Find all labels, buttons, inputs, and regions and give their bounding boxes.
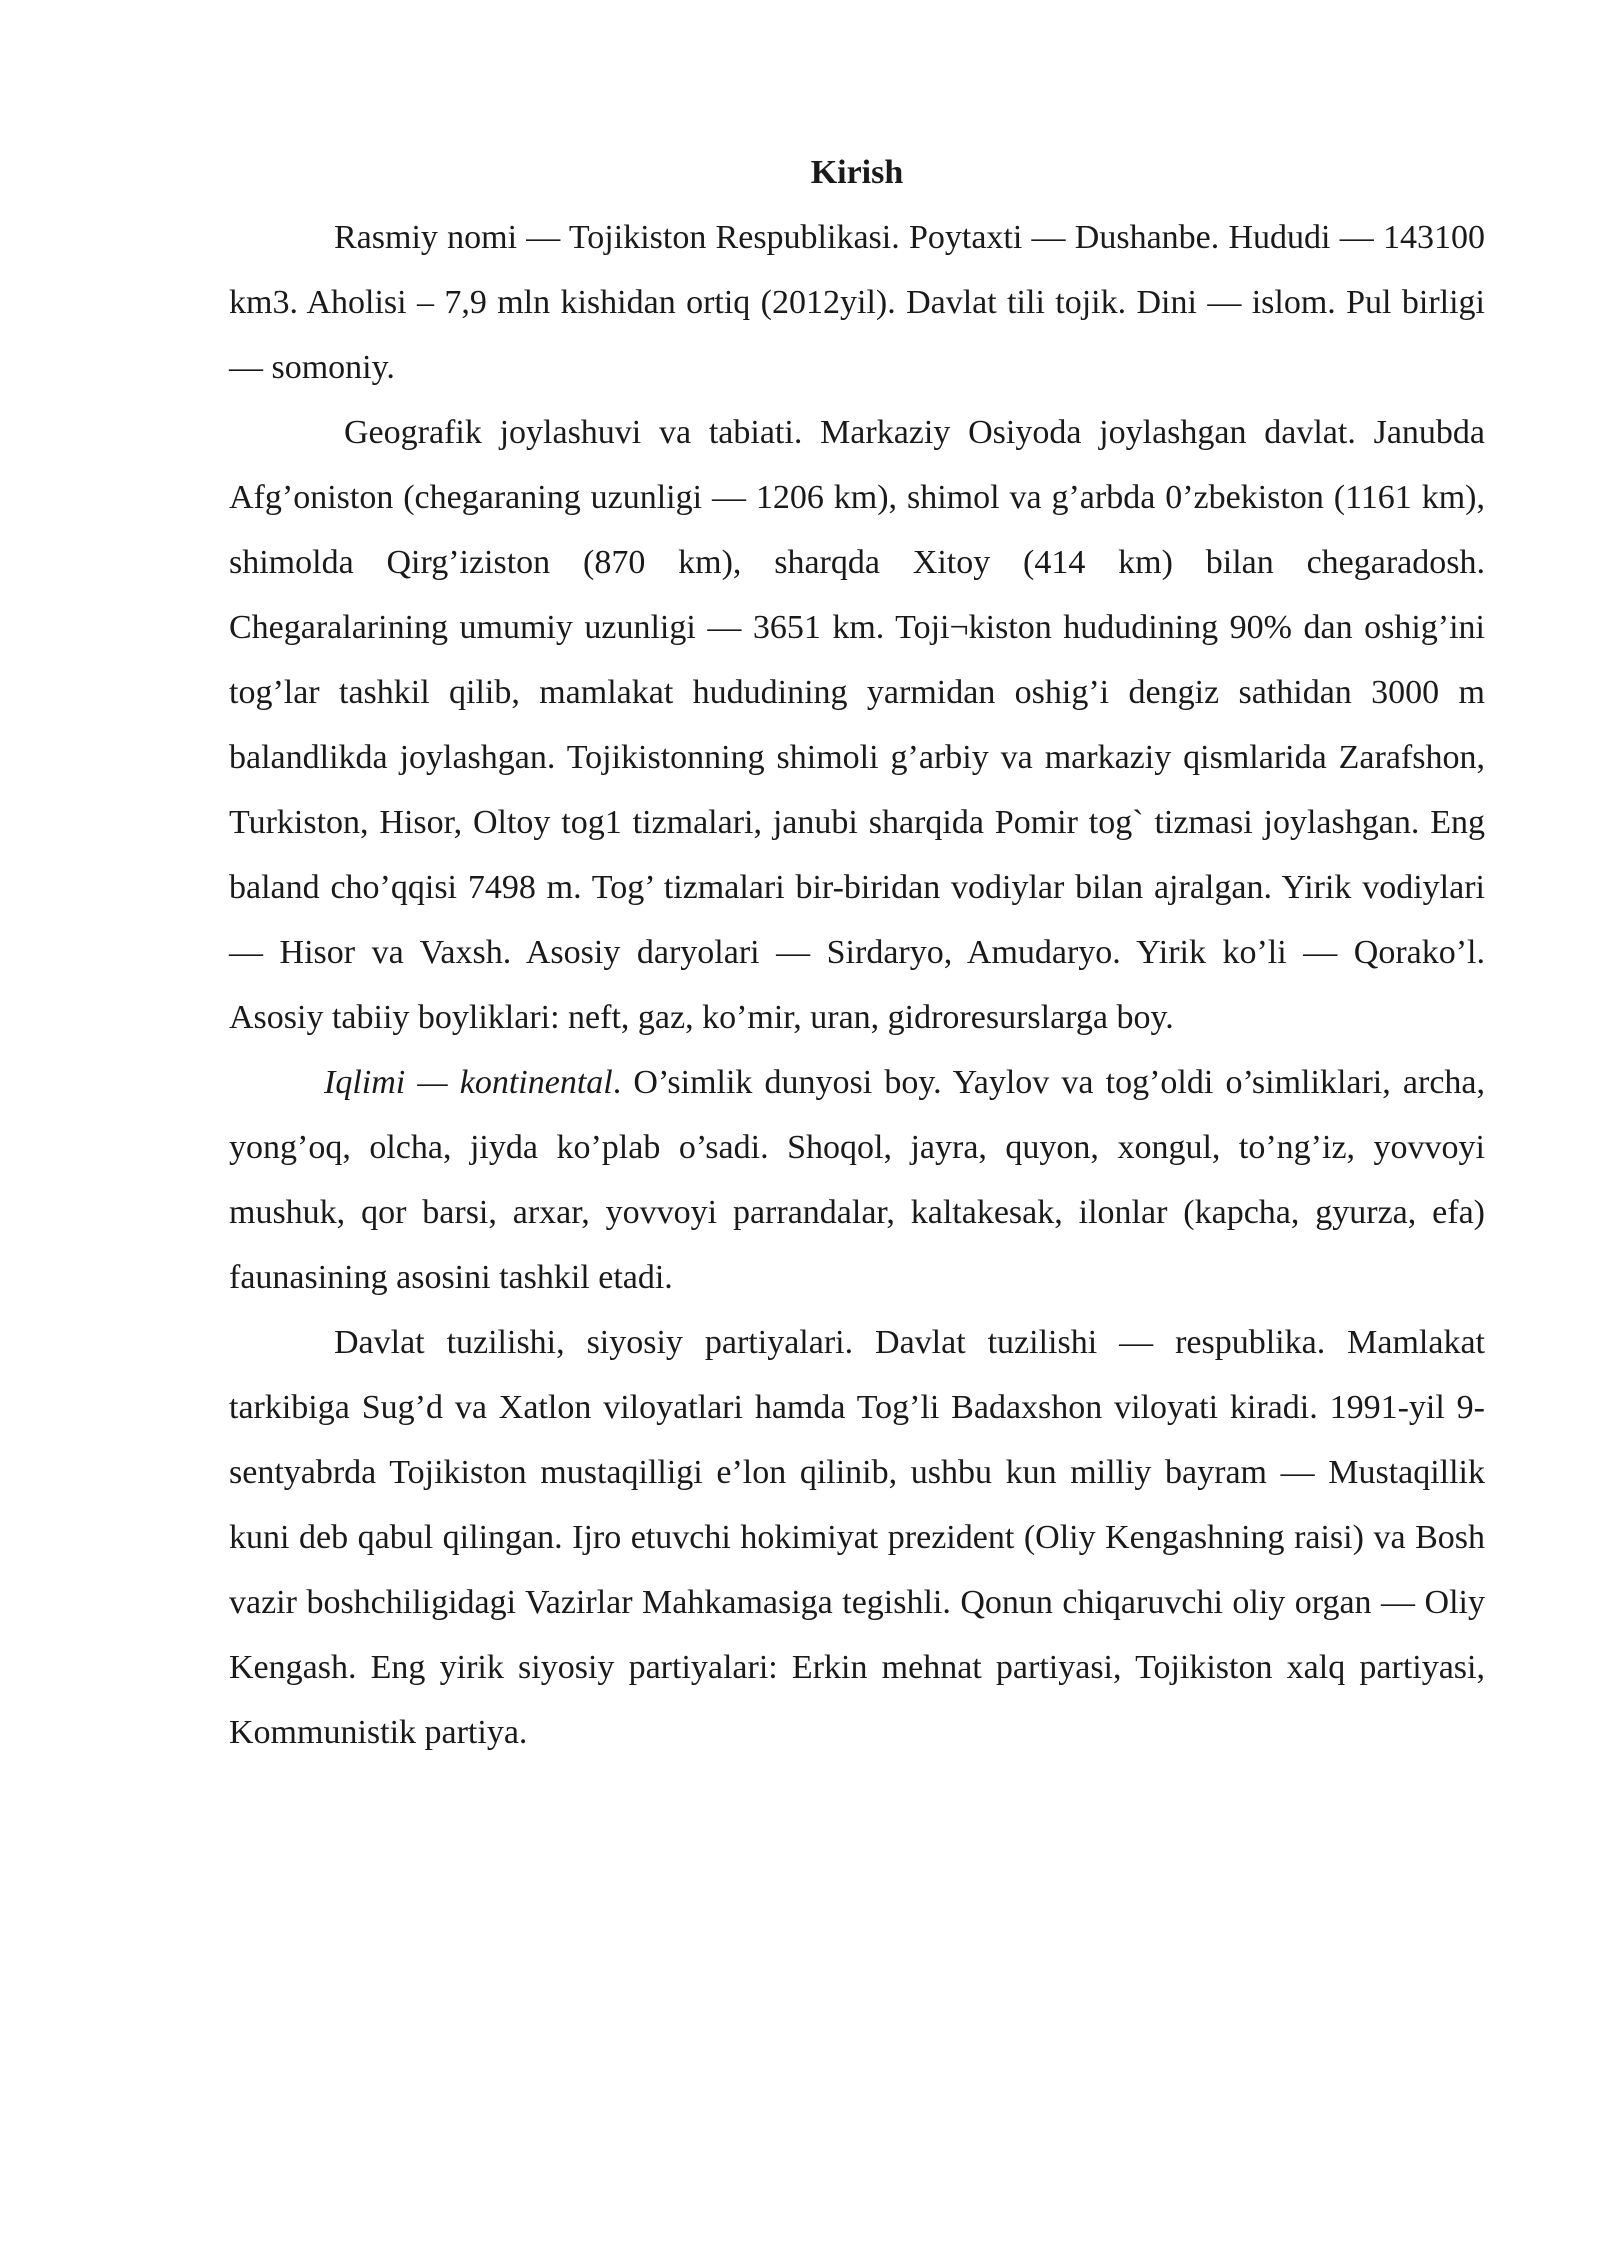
paragraph-government: Davlat tuzilishi, siyosiy partiyalari. Davlat tuzilishi — respublika. Mamlakat tarkibiga Sug’d va Xatlon viloyatlari hamda Tog’li Badaxshon viloyati kiradi. 1991-yil 9-sentyabrda Tojikiston mustaqilligi e’lon qilinib, ushbu kun milliy bayram — Mustaqillik kuni deb qabul qilingan. Ijro etuvchi hokimiyat prezident (Oliy Kengashning raisi) va Bosh vazir boshchiligidagi Vazirlar Mahkamasiga tegishli. Qonun chiqaruvchi oliy organ — Oliy Kengash. Eng yirik siyosiy partiyalari: Erkin mehnat partiyasi, Tojikiston xalq partiyasi, Kommunistik partiya. — [229, 1324, 1485, 1751]
document-body — [229, 140, 1485, 1765]
climate-lead: Iqlimi — kontinental — [324, 1064, 613, 1101]
paragraph-climate — [229, 1050, 1485, 1310]
paragraph-geography: Geografik joylashuvi va tabiati. Markaziy Osiyoda joylashgan davlat. Janubda Afg’oniston (chegaraning uzunligi — 1206 km), shimol va g’arbda 0’zbekiston (1161 km), shimolda Qirg’iziston (870 km), sharqda Xitoy (414 km) bilan chegaradosh. Chegaralarining umumiy uzunligi — 3651 km. Toji¬kiston hududining 90% dan oshig’ini tog’lar tashkil qilib, mamlakat hududining yarmidan oshig’i dengiz sathidan 3000 m balandlikda joylashgan. Tojikistonning shimoli g’arbiy va markaziy qismlarida Zarafshon, Turkiston, Hisor, Oltoy tog1 tizmalari, janubi sharqida Pomir tog` tizmasi joylashgan. Eng baland cho’qqisi 7498 m. Tog’ tizmalari bir-biridan vodiylar bilan ajralgan. Yirik vodiylari — Hisor va Vaxsh. Asosiy daryolari — Sirdaryo, Amudaryo. Yirik ko’li — Qorako’l. Asosiy tabiiy boyliklari: neft, gaz, ko’mir, uran, gidroresurslarga boy. — [229, 414, 1485, 1036]
paragraph-official-info: Rasmiy nomi — Tojikiston Respublikasi. Poytaxti — Dushanbe. Hududi — 143100 km3. Aholisi – 7,9 mln kishidan ortiq (2012yil). Davlat tili tojik. Dini — islom. Pul birligi — somoniy. — [229, 219, 1485, 386]
document-title: Kirish — [810, 154, 904, 191]
climate-text: . O’simlik dunyosi boy. Yaylov va tog’oldi o’simliklari, archa, yong’oq, olcha, jiyda ko’plab o’sadi. Shoqol, jayra, quyon, xongul, to’ng’iz, yovvoyi mushuk, qor barsi, arxar, yovvoyi parrandalar, kaltakesak, ilonlar (kapcha, gyurza, efa) faunasining asosini tashkil etadi. — [229, 1064, 1485, 1296]
